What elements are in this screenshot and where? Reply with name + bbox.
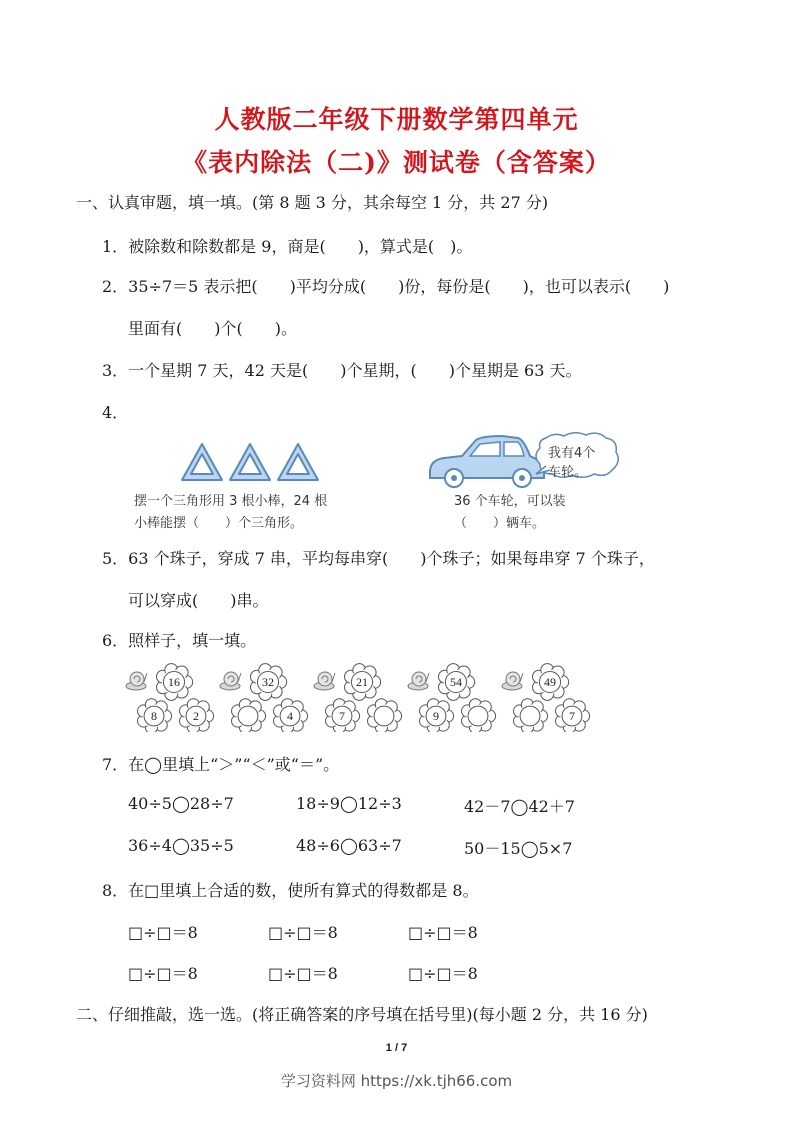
question-3: 3．一个星期 7 天，42 天是( )个星期，( )个星期是 63 天。 (102, 361, 582, 380)
snail-icon (126, 672, 147, 690)
bubble-text-line2: 车轮。 (548, 465, 588, 480)
q8-item: □÷□＝8 (268, 923, 338, 942)
question-8: 8．在□里填上合适的数，使所有算式的得数都是 8。 (102, 881, 479, 900)
flower-number-figure (120, 662, 620, 732)
q8-item: □÷□＝8 (408, 923, 478, 942)
q7-item: 42－7◯42＋7 (464, 797, 575, 816)
flower-top (251, 664, 287, 701)
stick-triangles-figure (178, 440, 328, 484)
triangle-icon (278, 444, 318, 480)
q4-right-caption-line1: 36 个车轮，可以装 (454, 494, 566, 509)
snail-icon (220, 672, 241, 690)
svg-text:49: 49 (544, 675, 556, 689)
bubble-text-line1: 我有4个 (548, 446, 596, 461)
section2-heading: 二、仔细推敲，选一选。(将正确答案的序号填在括号里)(每小题 2 分，共 16 分) (76, 1005, 648, 1024)
flower-left (138, 699, 172, 732)
q7-item: 40÷5◯28÷7 (128, 794, 234, 813)
q7-item: 48÷6◯63÷7 (296, 836, 402, 855)
q8-item: □÷□＝8 (128, 923, 198, 942)
flower-right (462, 699, 496, 732)
flower-top (345, 664, 381, 701)
page-number: 1 / 7 (385, 1042, 408, 1054)
flower-top (439, 664, 475, 701)
flower-right (368, 699, 402, 732)
q8-item: □÷□＝8 (268, 964, 338, 983)
q4-left-caption-line1: 摆一个三角形用 3 根小棒，24 根 (134, 494, 328, 509)
doc-title-line1: 人教版二年级下册数学第四单元 (214, 105, 579, 134)
snail-icon (314, 672, 335, 690)
q4-left-caption-line2: 小棒能摆（ ）个三角形。 (134, 516, 304, 531)
snail-icon (408, 672, 429, 690)
svg-text:32: 32 (262, 675, 274, 689)
question-7: 7．在◯里填上“＞”“＜”或“＝”。 (102, 755, 340, 774)
snail-icon (502, 672, 523, 690)
q7-item: 18÷9◯12÷3 (296, 794, 402, 813)
q4-right-caption-line2: （ ）辆车。 (454, 516, 546, 531)
flower-top (157, 664, 193, 701)
q8-item: □÷□＝8 (128, 964, 198, 983)
doc-title-line2: 《表内除法（二)》测试卷（含答案） (182, 148, 611, 177)
flower-right (180, 699, 214, 732)
svg-text:7: 7 (339, 709, 345, 723)
question-6: 6．照样子，填一填。 (102, 631, 257, 650)
svg-text:4: 4 (287, 709, 293, 723)
question-4: 4． (102, 403, 129, 422)
question-1: 1．被除数和除数都是 9，商是( )，算式是( )。 (102, 237, 473, 256)
flower-left (514, 699, 548, 732)
svg-text:9: 9 (433, 709, 439, 723)
q7-item: 36÷4◯35÷5 (128, 836, 234, 855)
flower-right (274, 699, 308, 732)
q8-item: □÷□＝8 (408, 964, 478, 983)
triangle-icon (230, 444, 270, 480)
q7-item: 50－15◯5×7 (464, 839, 573, 858)
question-2-line1: 2．35÷7＝5 表示把( )平均分成( )份，每份是( )，也可以表示( ) (102, 277, 670, 296)
flower-right (556, 699, 590, 732)
svg-text:21: 21 (356, 675, 368, 689)
section1-heading: 一、认真审题，填一填。(第 8 题 3 分，其余每空 1 分，共 27 分) (76, 193, 549, 212)
svg-text:16: 16 (168, 675, 180, 689)
svg-text:54: 54 (450, 675, 462, 689)
triangle-icon (182, 444, 222, 480)
svg-text:8: 8 (151, 709, 157, 723)
flower-left (420, 699, 454, 732)
svg-text:7: 7 (569, 709, 575, 723)
question-2-line2: 里面有( )个( )。 (128, 319, 297, 338)
flower-left (326, 699, 360, 732)
question-5-line1: 5．63 个珠子，穿成 7 串，平均每串穿( )个珠子；如果每串穿 7 个珠子， (102, 549, 655, 568)
question-5-line2: 可以穿成( )串。 (128, 591, 269, 610)
flower-left (232, 699, 266, 732)
site-watermark: 学习资料网 https://xk.tjh66.com (280, 1072, 513, 1090)
svg-text:2: 2 (193, 709, 199, 723)
flower-top (533, 664, 569, 701)
